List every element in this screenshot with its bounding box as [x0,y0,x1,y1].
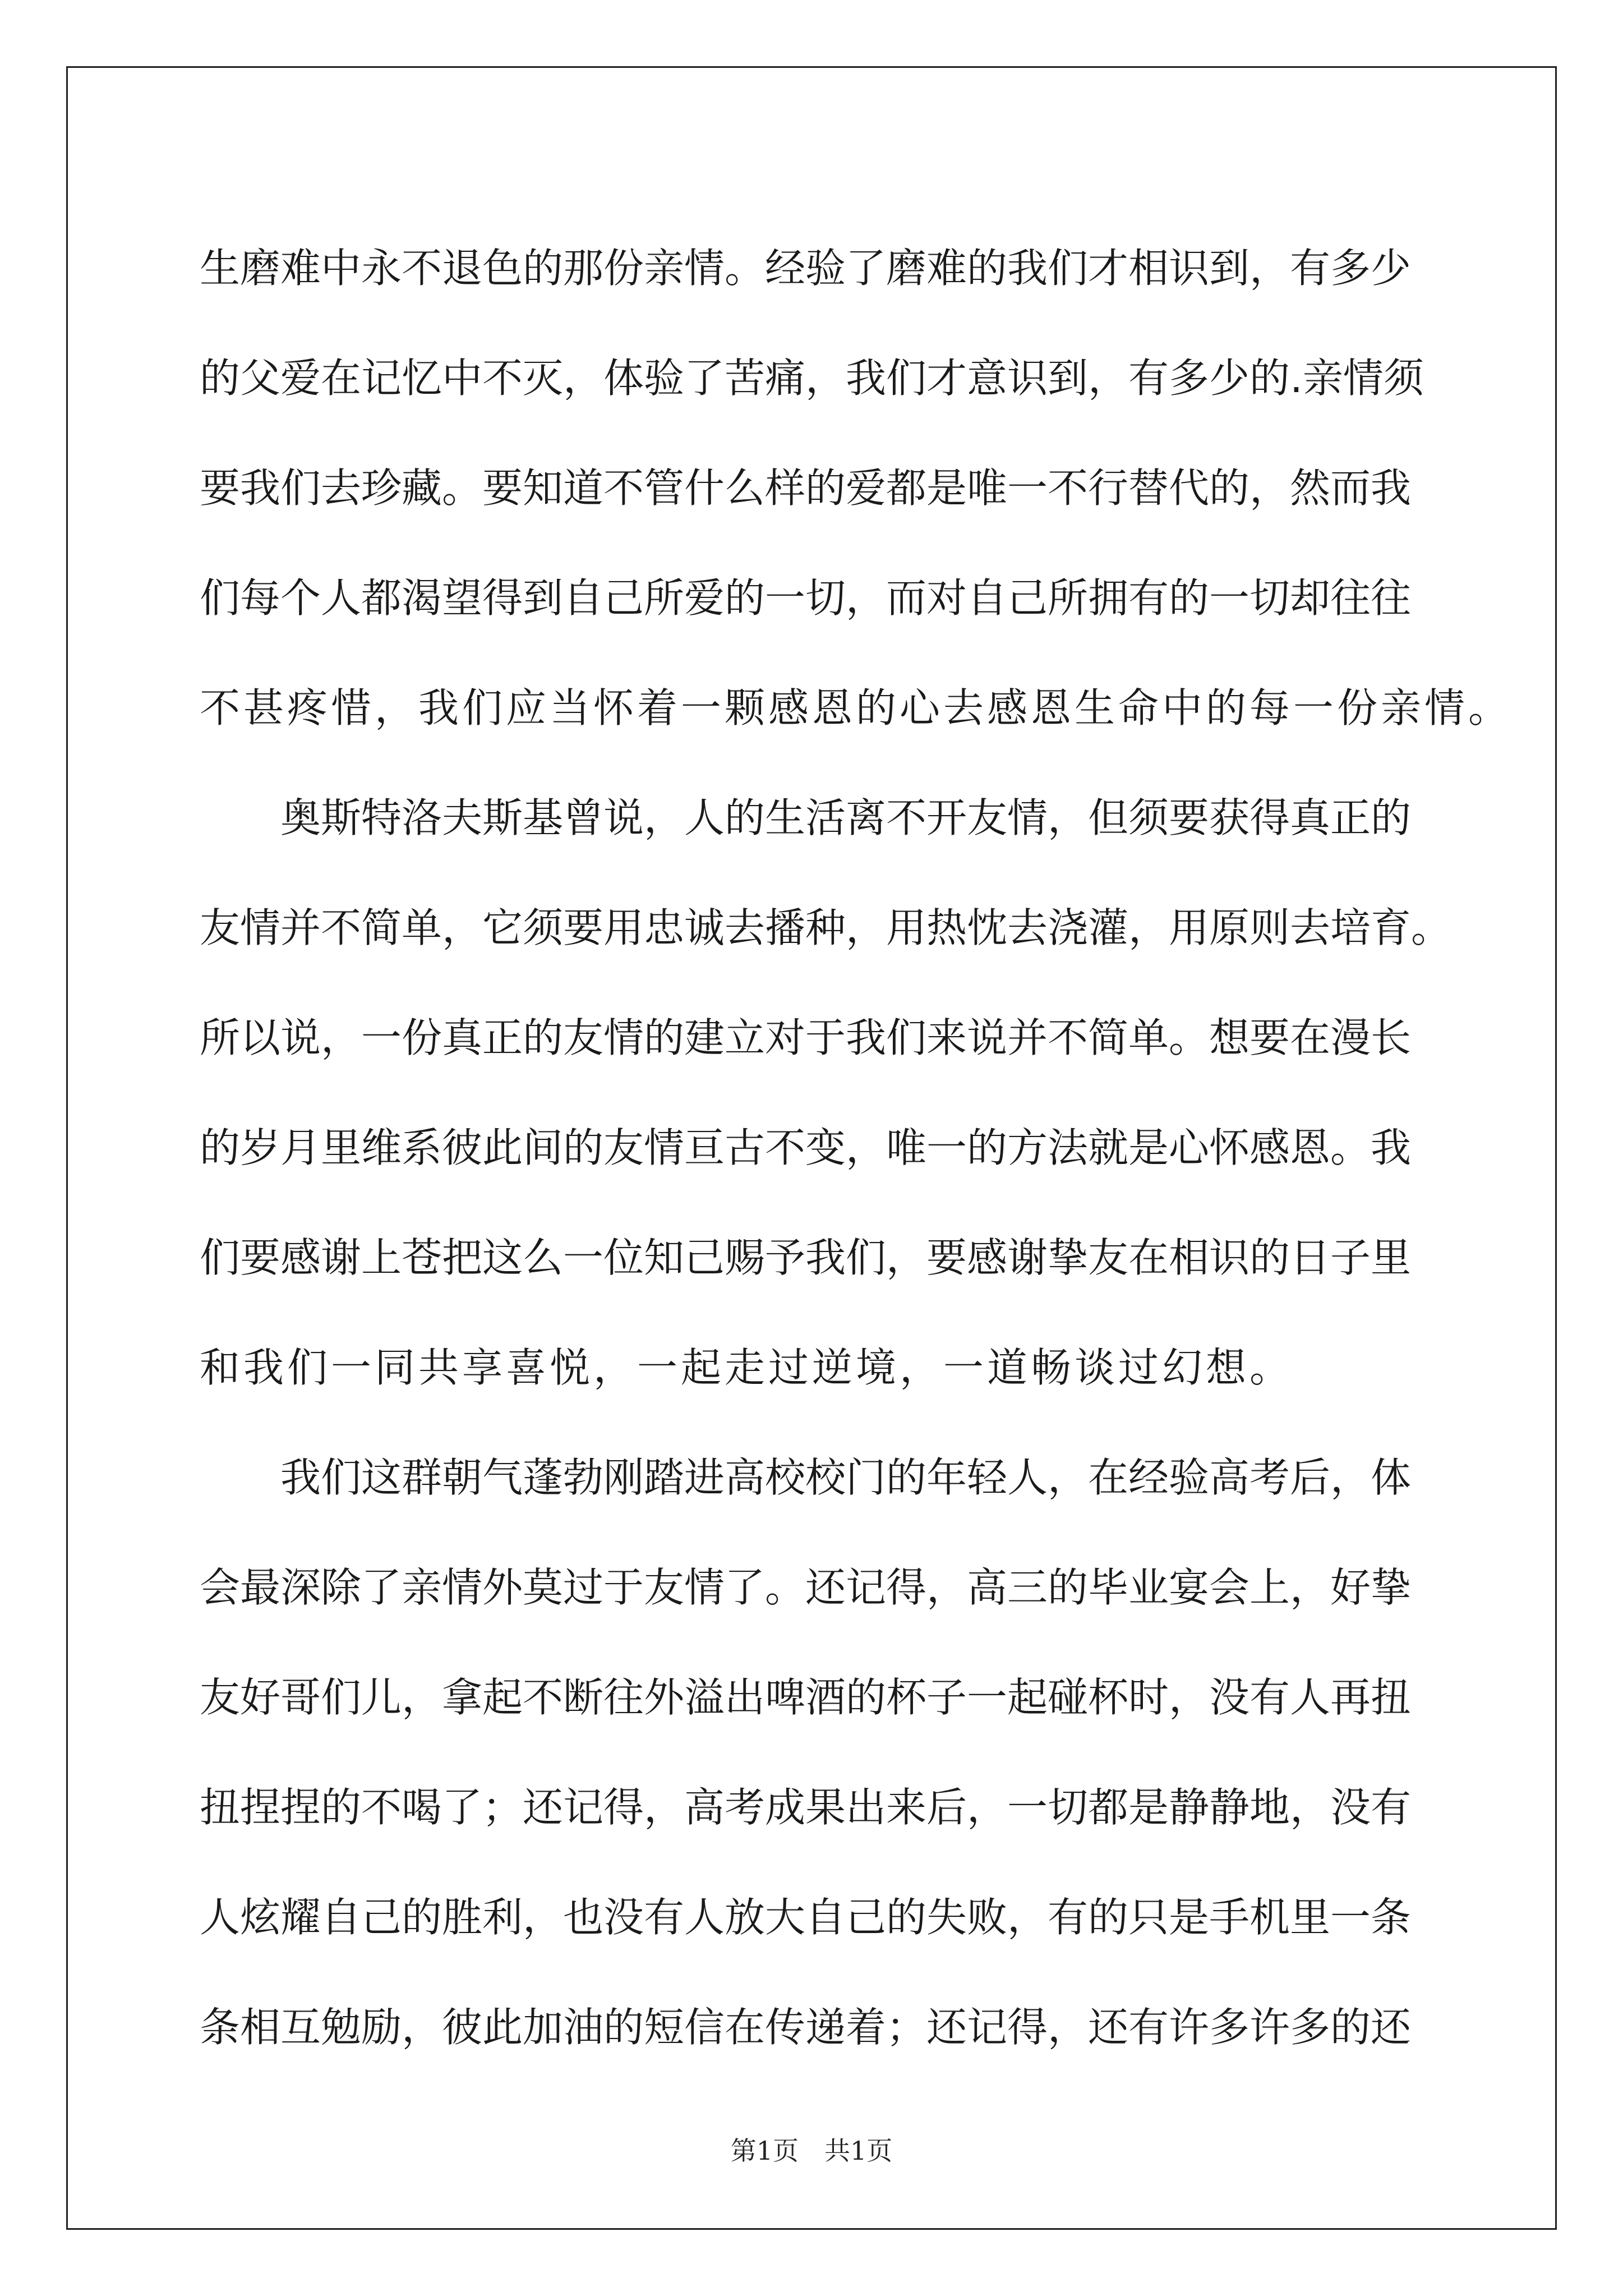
text-line: 友情并不简单，它须要用忠诚去播种，用热忱去浇灌，用原则去培育。 [200,904,1452,951]
document-body [200,213,1513,2082]
text-line: 们要感谢上苍把这么一位知己赐予我们，要感谢挚友在相识的日子里 [200,1234,1412,1281]
text-line: 生磨难中永不退色的那份亲情。经验了磨难的我们才相识到，有多少 [200,245,1412,292]
page-number: 第1页 [730,2136,799,2166]
text-line: 们每个人都渴望得到自己所爱的一切，而对自己所拥有的一切却往往 [200,574,1412,622]
text-line: 会最深除了亲情外莫过于友情了。还记得，高三的毕业宴会上，好挚 [200,1564,1412,1611]
text-line: 扭捏捏的不喝了；还记得，高考成果出来后，一切都是静静地，没有 [200,1784,1412,1831]
paragraph-first-line: 我们这群朝气蓬勃刚踏进高校校门的年轻人，在经验高考后，体 [280,1454,1412,1501]
text-line: 要我们去珍藏。要知道不管什么样的爱都是唯一不行替代的，然而我 [200,464,1412,512]
text-line: 条相互勉励，彼此加油的短信在传递着；还记得，还有许多许多的还 [200,2004,1412,2051]
text-line: 所以说，一份真正的友情的建立对于我们来说并不简单。想要在漫长 [200,1014,1412,1061]
text-line: 的父爱在记忆中不灭，体验了苦痛，我们才意识到，有多少的.亲情须 [200,355,1424,402]
text-line: 和我们一同共享喜悦，一起走过逆境，一道畅谈过幻想。 [200,1344,1294,1391]
page-footer [0,2131,1623,2168]
text-line: 不甚疼惜，我们应当怀着一颗感恩的心去感恩生命中的每一份亲情。 [200,684,1513,731]
text-line: 人炫耀自己的胜利，也没有人放大自己的失败，有的只是手机里一条 [200,1894,1412,1941]
paragraph-first-line: 奥斯特洛夫斯基曾说，人的生活离不开友情，但须要获得真正的 [280,794,1412,841]
total-pages: 共1页 [824,2136,893,2166]
text-line: 的岁月里维系彼此间的友情亘古不变，唯一的方法就是心怀感恩。我 [200,1124,1412,1171]
text-line: 友好哥们儿，拿起不断往外溢出啤酒的杯子一起碰杯时，没有人再扭 [200,1674,1412,1721]
